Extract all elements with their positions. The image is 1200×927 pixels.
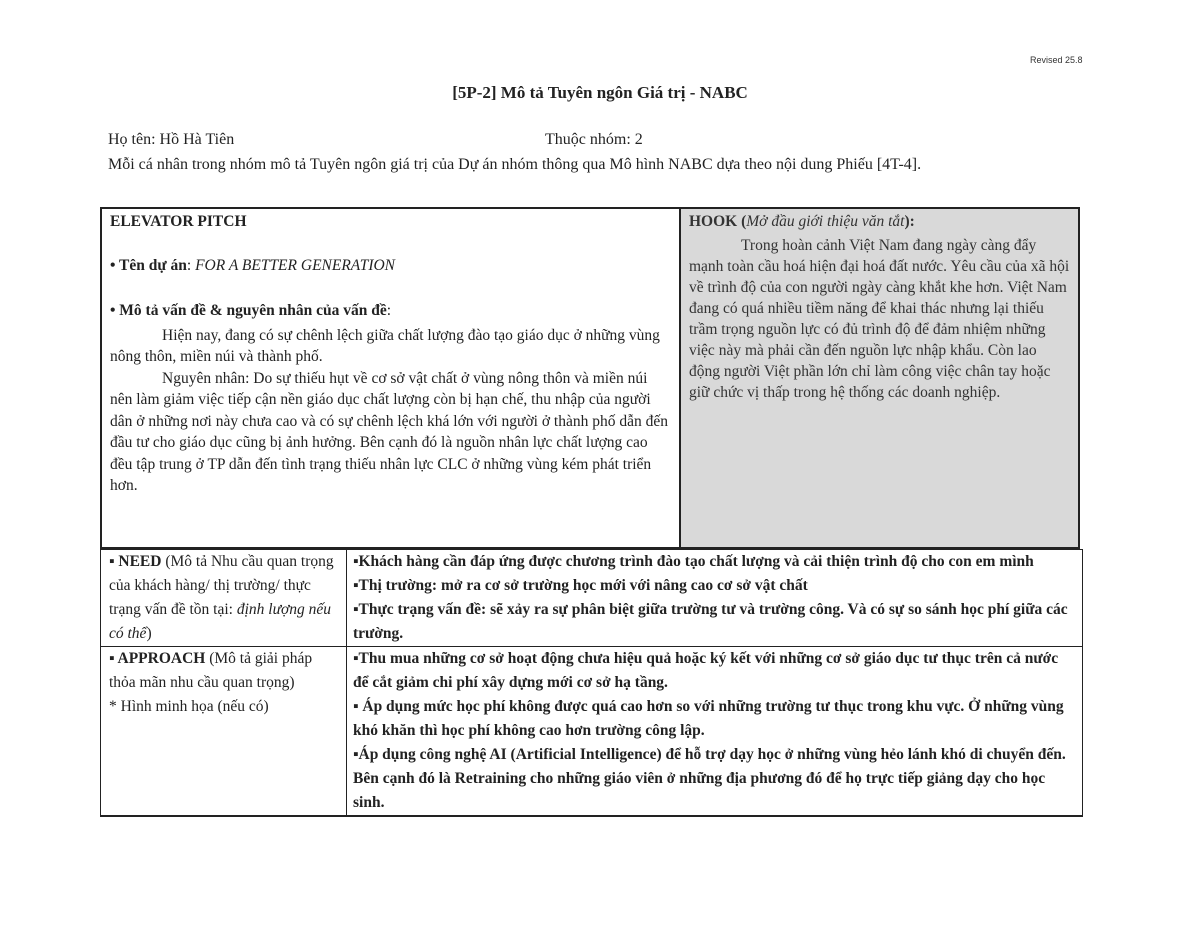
need-content-cell <box>347 550 1083 647</box>
hook-sublabel: Mở đầu giới thiệu văn tắt <box>746 213 905 230</box>
hook-heading <box>689 211 1070 232</box>
problem-label: • Mô tả vấn đề & nguyên nhân của vấn đề <box>110 302 387 319</box>
elevator-pitch-section <box>102 209 681 547</box>
problem-description: Hiện nay, đang có sự chênh lệch giữa chất lượng đào tạo giáo dục ở những vùng nông thôn, miền núi và thành phố. <box>110 326 660 365</box>
approach-illustration-note: * Hình minh họa (nếu có) <box>109 698 269 715</box>
problem-heading <box>110 300 671 322</box>
nabc-table <box>100 549 1083 817</box>
need-label-italic: định lượng nếu có thể <box>109 601 332 642</box>
approach-row <box>101 647 1083 817</box>
need-item: ▪Khách hàng cần đáp ứng được chương trình đào tạo chất lượng và cải thiện trình độ cho con em mình <box>353 553 1034 570</box>
approach-item: ▪Áp dụng công nghệ AI (Artificial Intelligence) để hỗ trợ dạy học ở những vùng hẻo lánh khó di chuyển đến. Bên cạnh đó là Retraining cho những giáo viên ở những địa phương đó để họ trực tiếp giảng dạy cho học sinh. <box>353 746 1066 811</box>
hook-label-end: ): <box>904 213 915 230</box>
page-title: [5P-2] Mô tả Tuyên ngôn Giá trị - NABC <box>452 83 748 102</box>
elevator-heading: ELEVATOR PITCH <box>110 213 247 230</box>
need-label-text: (Mô tả Nhu cầu quan trọng của khách hàng/ thị trường/ thực trạng vấn đề tồn tại: <box>109 553 334 618</box>
need-row <box>101 550 1083 647</box>
student-name: Họ tên: Hồ Hà Tiên <box>108 131 235 148</box>
hook-text: Trong hoàn cảnh Việt Nam đang ngày càng đẩy mạnh toàn cầu hoá hiện đại hoá đất nước. Yêu cầu của xã hội về trình độ của con người ngày càng khắt khe hơn. Việt Nam đang có quá nhiều tiềm năng để khai thác nhưng lại thiếu trầm trọng nguồn lực có đủ trình độ để đảm nhiệm những việc này mà phải cần đến nguồn lực nhập khẩu. Còn lao động người Việt phần lớn chỉ làm công việc chân tay hoặc giữ chức vị thấp trong hệ thống các doanh nghiệp. <box>689 237 1070 401</box>
project-colon: : <box>186 256 196 274</box>
approach-label-text: (Mô tả giải pháp thỏa mãn nhu cầu quan trọng) <box>109 650 313 691</box>
need-item: ▪Thị trường: mở ra cơ sở trường học mới với nâng cao cơ sở vật chất <box>353 577 808 594</box>
hook-section <box>681 209 1078 547</box>
instruction-text: Mỗi cá nhân trong nhóm mô tả Tuyên ngôn giá trị của Dự án nhóm thông qua Mô hình NABC dựa theo nội dung Phiếu [4T-4]. <box>108 156 922 173</box>
approach-item: ▪ Áp dụng mức học phí không được quá cao hơn so với những trường tư thục trong khu vực. Ở những vùng khó khăn thì học phí không cao hơn trường công lập. <box>353 698 1064 739</box>
group-number: Thuộc nhóm: 2 <box>545 131 643 148</box>
revision-note: Revised 25.8 <box>1030 55 1083 65</box>
approach-item: ▪Thu mua những cơ sở hoạt động chưa hiệu quả hoặc ký kết với những cơ sở giáo dục tư thục trên cả nước để cắt giảm chi phí xây dựng mới cơ sở hạ tầng. <box>353 650 1059 691</box>
need-item: ▪Thực trạng vấn đề: sẽ xảy ra sự phân biệt giữa trường tư và trường công. Và có sự so sánh học phí giữa các trường. <box>353 601 1068 642</box>
project-name-line <box>110 255 671 277</box>
project-label: • Tên dự án <box>110 256 187 274</box>
need-label: ▪ NEED <box>109 553 162 570</box>
approach-content-cell <box>347 647 1083 817</box>
need-label-end: ) <box>146 625 152 642</box>
problem-cause: Nguyên nhân: Do sự thiếu hụt về cơ sở vật chất ở vùng nông thôn và miền núi nên làm giảm việc tiếp cận nền giáo dục chất lượng còn bị hạn chế, thu nhập của người dân ở những nơi này chưa cao và có sự chênh lệch khá lớn với người ở thành phố dẫn đến đầu tư cho giáo dục cũng bị ảnh hưởng. Bên cạnh đó là nguồn nhân lực chất lượng cao đều tập trung ở TP dẫn đến tình trạng thiếu nhân lực CLC ở những vùng kém phát triển hơn. <box>110 369 668 494</box>
project-name: FOR A BETTER GENERATION <box>195 256 396 274</box>
approach-label-cell <box>101 647 347 817</box>
problem-colon: : <box>386 302 392 319</box>
approach-label: ▪ APPROACH <box>109 650 206 667</box>
need-label-cell <box>101 550 347 647</box>
elevator-hook-box <box>100 207 1080 549</box>
hook-label: HOOK ( <box>689 213 747 230</box>
